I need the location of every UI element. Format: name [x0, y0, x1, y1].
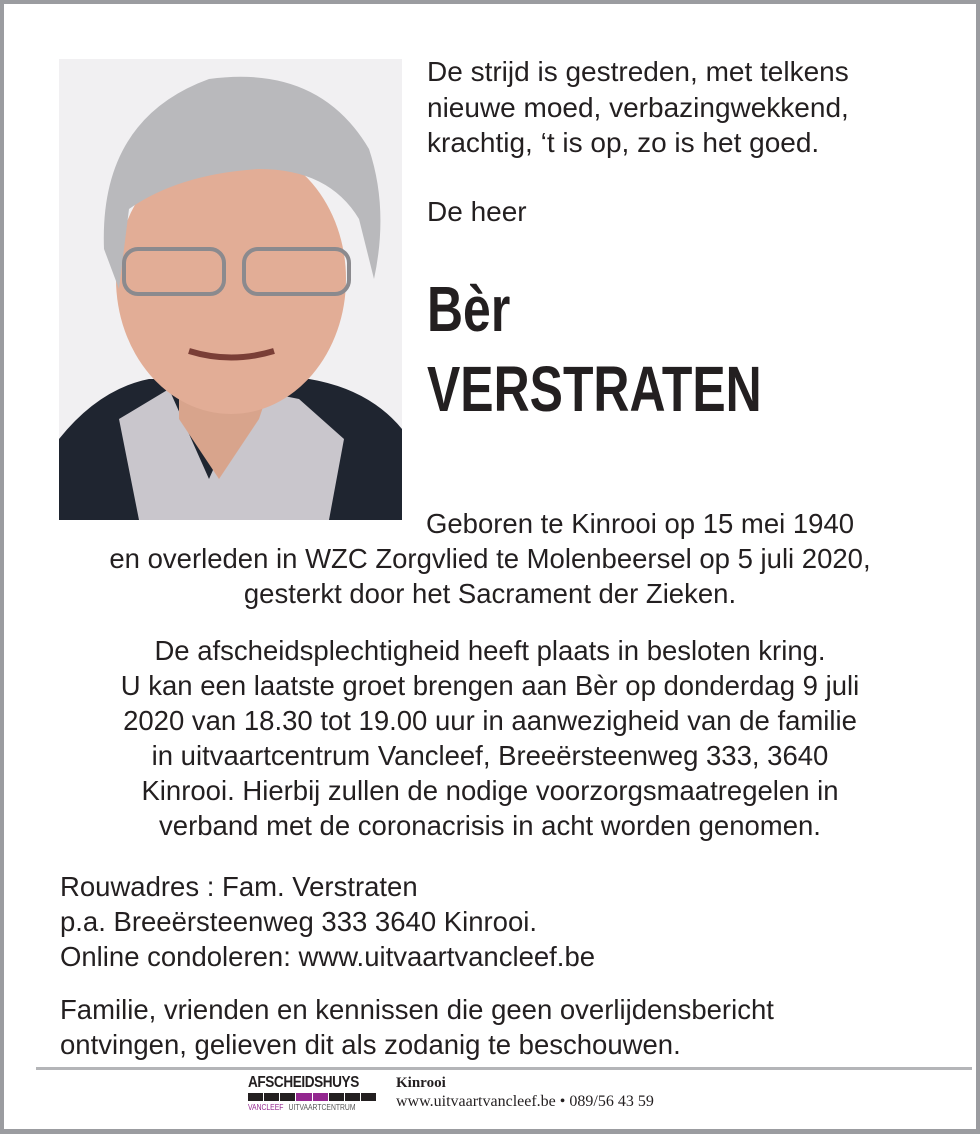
ceremony-line: verband met de coronacrisis in acht worden genomen. — [159, 810, 821, 841]
poem-line: De strijd is gestreden, met telkens — [427, 56, 849, 87]
closing-text — [60, 992, 774, 1062]
birth-line: en overleden in WZC Zorgvlied te Molenbeersel op 5 juli 2020, — [109, 543, 871, 574]
poem-line: krachtig, ‘t is op, zo is het goed. — [427, 127, 820, 158]
address-line: p.a. Breeërsteenweg 333 3640 Kinrooi. — [60, 906, 537, 937]
address-block — [60, 869, 595, 974]
poem-line: nieuwe moed, verbazingwekkend, — [427, 91, 849, 123]
closing-line: Familie, vrienden en kennissen die geen overlijdensbericht — [60, 994, 774, 1025]
footer-location: Kinrooi — [396, 1075, 446, 1091]
closing-line: ontvingen, gelieven dit als zodanig te beschouwen. — [60, 1029, 681, 1060]
portrait-photo — [59, 59, 402, 520]
ceremony-line: in uitvaartcentrum Vancleef, Breeërsteenweg 333, 3640 — [151, 740, 829, 771]
afscheidshuys-logo — [248, 1074, 376, 1112]
title: De heer — [427, 196, 527, 227]
birth-details — [30, 541, 950, 611]
birth-line-1: Geboren te Kinrooi op 15 mei 1940 — [426, 508, 855, 539]
address-line: Rouwadres : Fam. Verstraten — [60, 871, 418, 902]
ceremony-line: U kan een laatste groet brengen aan Bèr op donderdag 9 juli — [120, 670, 860, 701]
first-name: Bèr — [427, 273, 511, 345]
last-name: VERSTRATEN — [427, 353, 762, 425]
logo-text: AFSCHEIDSHUYS — [248, 1074, 359, 1091]
footer-divider — [36, 1067, 972, 1070]
footer-contact: www.uitvaartvancleef.be • 089/56 43 59 — [396, 1093, 654, 1110]
logo-vancleef: VANCLEEF — [248, 1103, 284, 1112]
birth-line: gesterkt door het Sacrament der Zieken. — [243, 578, 737, 609]
ceremony-line: 2020 van 18.30 tot 19.00 uur in aanwezigheid van de familie — [123, 705, 857, 736]
poem — [427, 54, 849, 161]
condolence-link: Online condoleren: www.uitvaartvancleef.be — [60, 941, 596, 972]
ceremony-line: De afscheidsplechtigheid heeft plaats in besloten kring. — [154, 635, 826, 666]
logo-uitvaartcentrum: UITVAARTCENTRUM — [288, 1103, 356, 1112]
ceremony-line: Kinrooi. Hierbij zullen de nodige voorzorgsmaatregelen in — [141, 775, 839, 806]
ceremony-text — [30, 633, 950, 843]
